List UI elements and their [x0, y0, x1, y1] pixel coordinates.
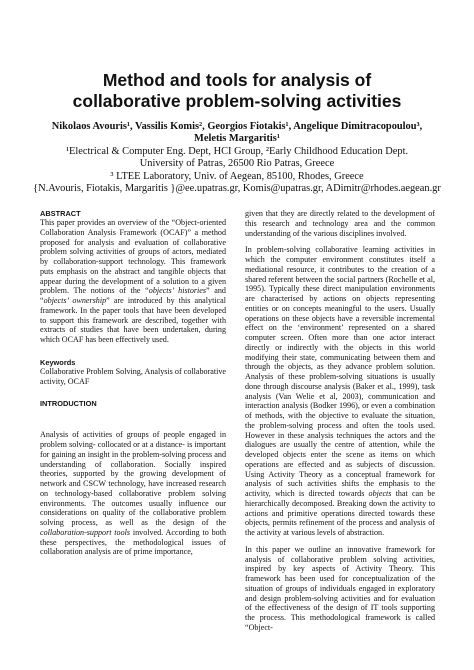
introduction-text — [40, 430, 226, 557]
abstract-text-1: This paper provides an overview of the “Object-oriented Collaboration Analysis Framework (OCAF)” a method proposed for analysis and evaluation of collaborative problem solving activities of groups of actors, mediated by collaboration-support technology. This framework puts emphasis on the abstract and tangible objects that appear during the development of a solution to a given problem. The notions of the “ — [40, 218, 226, 296]
right-p2-text-1: In problem-solving collaborative learning activities in which the computer environment constitutes itself a mediational resource, it contributes to the creation of a shared referent between the social partners (Rochelle et al, 1995). Typically these direct manipulation environments are characterised by actions on objects representing entities or on concepts meaningful to the users. Usually operations on these objects have a reversible incremental effect on the ‘environment’ represented on a shared computer screen. Often more than one actor interact directly or indirectly with the objects in this world modifying their state, communicating between them and through the objects, as they advance problem solution. Analysis of these problem-solving situations is usually done through discourse analysis (Baker et al., 1999), task analysis (Van Welie et al, 2003), communication and interaction analysis (Bodker 1996), or even a combination of methods, with the objective to evaluate the situation, the problem-solving process and often the tools used. However in these analysis techniques the actors and the dialogues are usually the centre of attention, while the developed objects enter the scene as items on which operations are effected and as subjects of discussion. Using Activity Theory as a conceptual framework for analysis of such activities shifts the emphasis to the activity, which is directed towards — [245, 245, 435, 498]
affiliation-line-1: ¹Electrical & Computer Eng. Dept, HCI Group, ²Early Childhood Education Dept. — [65, 145, 409, 157]
abstract-text — [40, 218, 226, 345]
affiliation-line-4: {N.Avouris, Fiotakis, Margaritis }@ee.upatras.gr, Komis@upatras.gr, ADimitr@rhodes.aegean.gr — [33, 183, 441, 195]
title-line-2: collaborative problem-solving activities — [72, 91, 402, 111]
affiliation-line-2: University of Patras, 26500 Rio Patras, Greece — [139, 158, 335, 170]
author-block — [0, 121, 474, 195]
abstract-em-2: objects’ ownership — [43, 296, 107, 305]
intro-text-2: involved. According to both these perspectives, the methodological issues of collaboration analysis are of prime importance, — [40, 527, 227, 557]
right-paragraph-1: given that they are directly related to the development of this research and technology area and the common understanding of the various disciplines involved. — [245, 209, 435, 238]
keywords-heading: Keywords — [40, 357, 76, 367]
right-paragraph-2 — [245, 245, 435, 538]
affiliation-line-3: ³ LTEE Laboratory, Univ. of Aegean, 85100, Rhodes, Greece — [110, 170, 364, 182]
authors-line-1: Nikolaos Avouris¹, Vassilis Komis², Georgios Fiotakis¹, Angelique Dimitracopoulou³, — [51, 121, 423, 132]
right-p2-em: objects — [368, 489, 392, 498]
abstract-text-3: ” are introduced by this analytical framework. In the paper tools that have been developed to support this framework are described, together with extracts of studies that have been undertaken, during which OCAF has been effectively used. — [40, 296, 226, 344]
right-column — [245, 209, 435, 633]
authors-line-2: Meletis Margaritis¹ — [194, 133, 280, 145]
abstract-em-1: objects’ histories — [148, 286, 207, 296]
intro-em: collaboration-support tools — [40, 527, 131, 537]
left-column — [40, 209, 226, 557]
intro-text-1: Analysis of activities of groups of people engaged in problem solving- collocated or at a distance- is important for gaining an insight in the problem-solving process and understanding of collaboration. Socially inspired theories, supported by the growing development of network and CSCW technology, have increased research on technology-based collaborative problem solving environments. The outcomes usually influence our considerations on quality of the collaborative problem solving process, as well as the design of the — [40, 430, 226, 527]
keywords-text: Collaborative Problem Solving, Analysis of collaborative activity, OCAF — [40, 366, 226, 386]
right-paragraph-3: In this paper we outline an innovative framework for analysis of collaborative problem solving activities, inspired by key aspects of Activity Theory. This framework has been used for conceptualization of the situation of groups of individuals engaged in exploratory and design problem-solving activities and for evaluation of the effectiveness of the design of IT tools supporting the process. This methodological framework is called “Object- — [245, 544, 435, 632]
abstract-text-2: ” and “ — [40, 286, 226, 305]
paper-title — [0, 70, 474, 112]
introduction-heading: INTRODUCTION — [40, 399, 97, 409]
abstract-heading: ABSTRACT — [40, 209, 81, 218]
title-line-1: Method and tools for analysis of — [102, 70, 372, 90]
right-p2-text-2: that can be hierarchically decomposed. Breaking down the activity to actions and primitive operations directed towards these objects, permits refinement of the process and analysis of the activity at various levels of abstraction. — [245, 489, 436, 537]
